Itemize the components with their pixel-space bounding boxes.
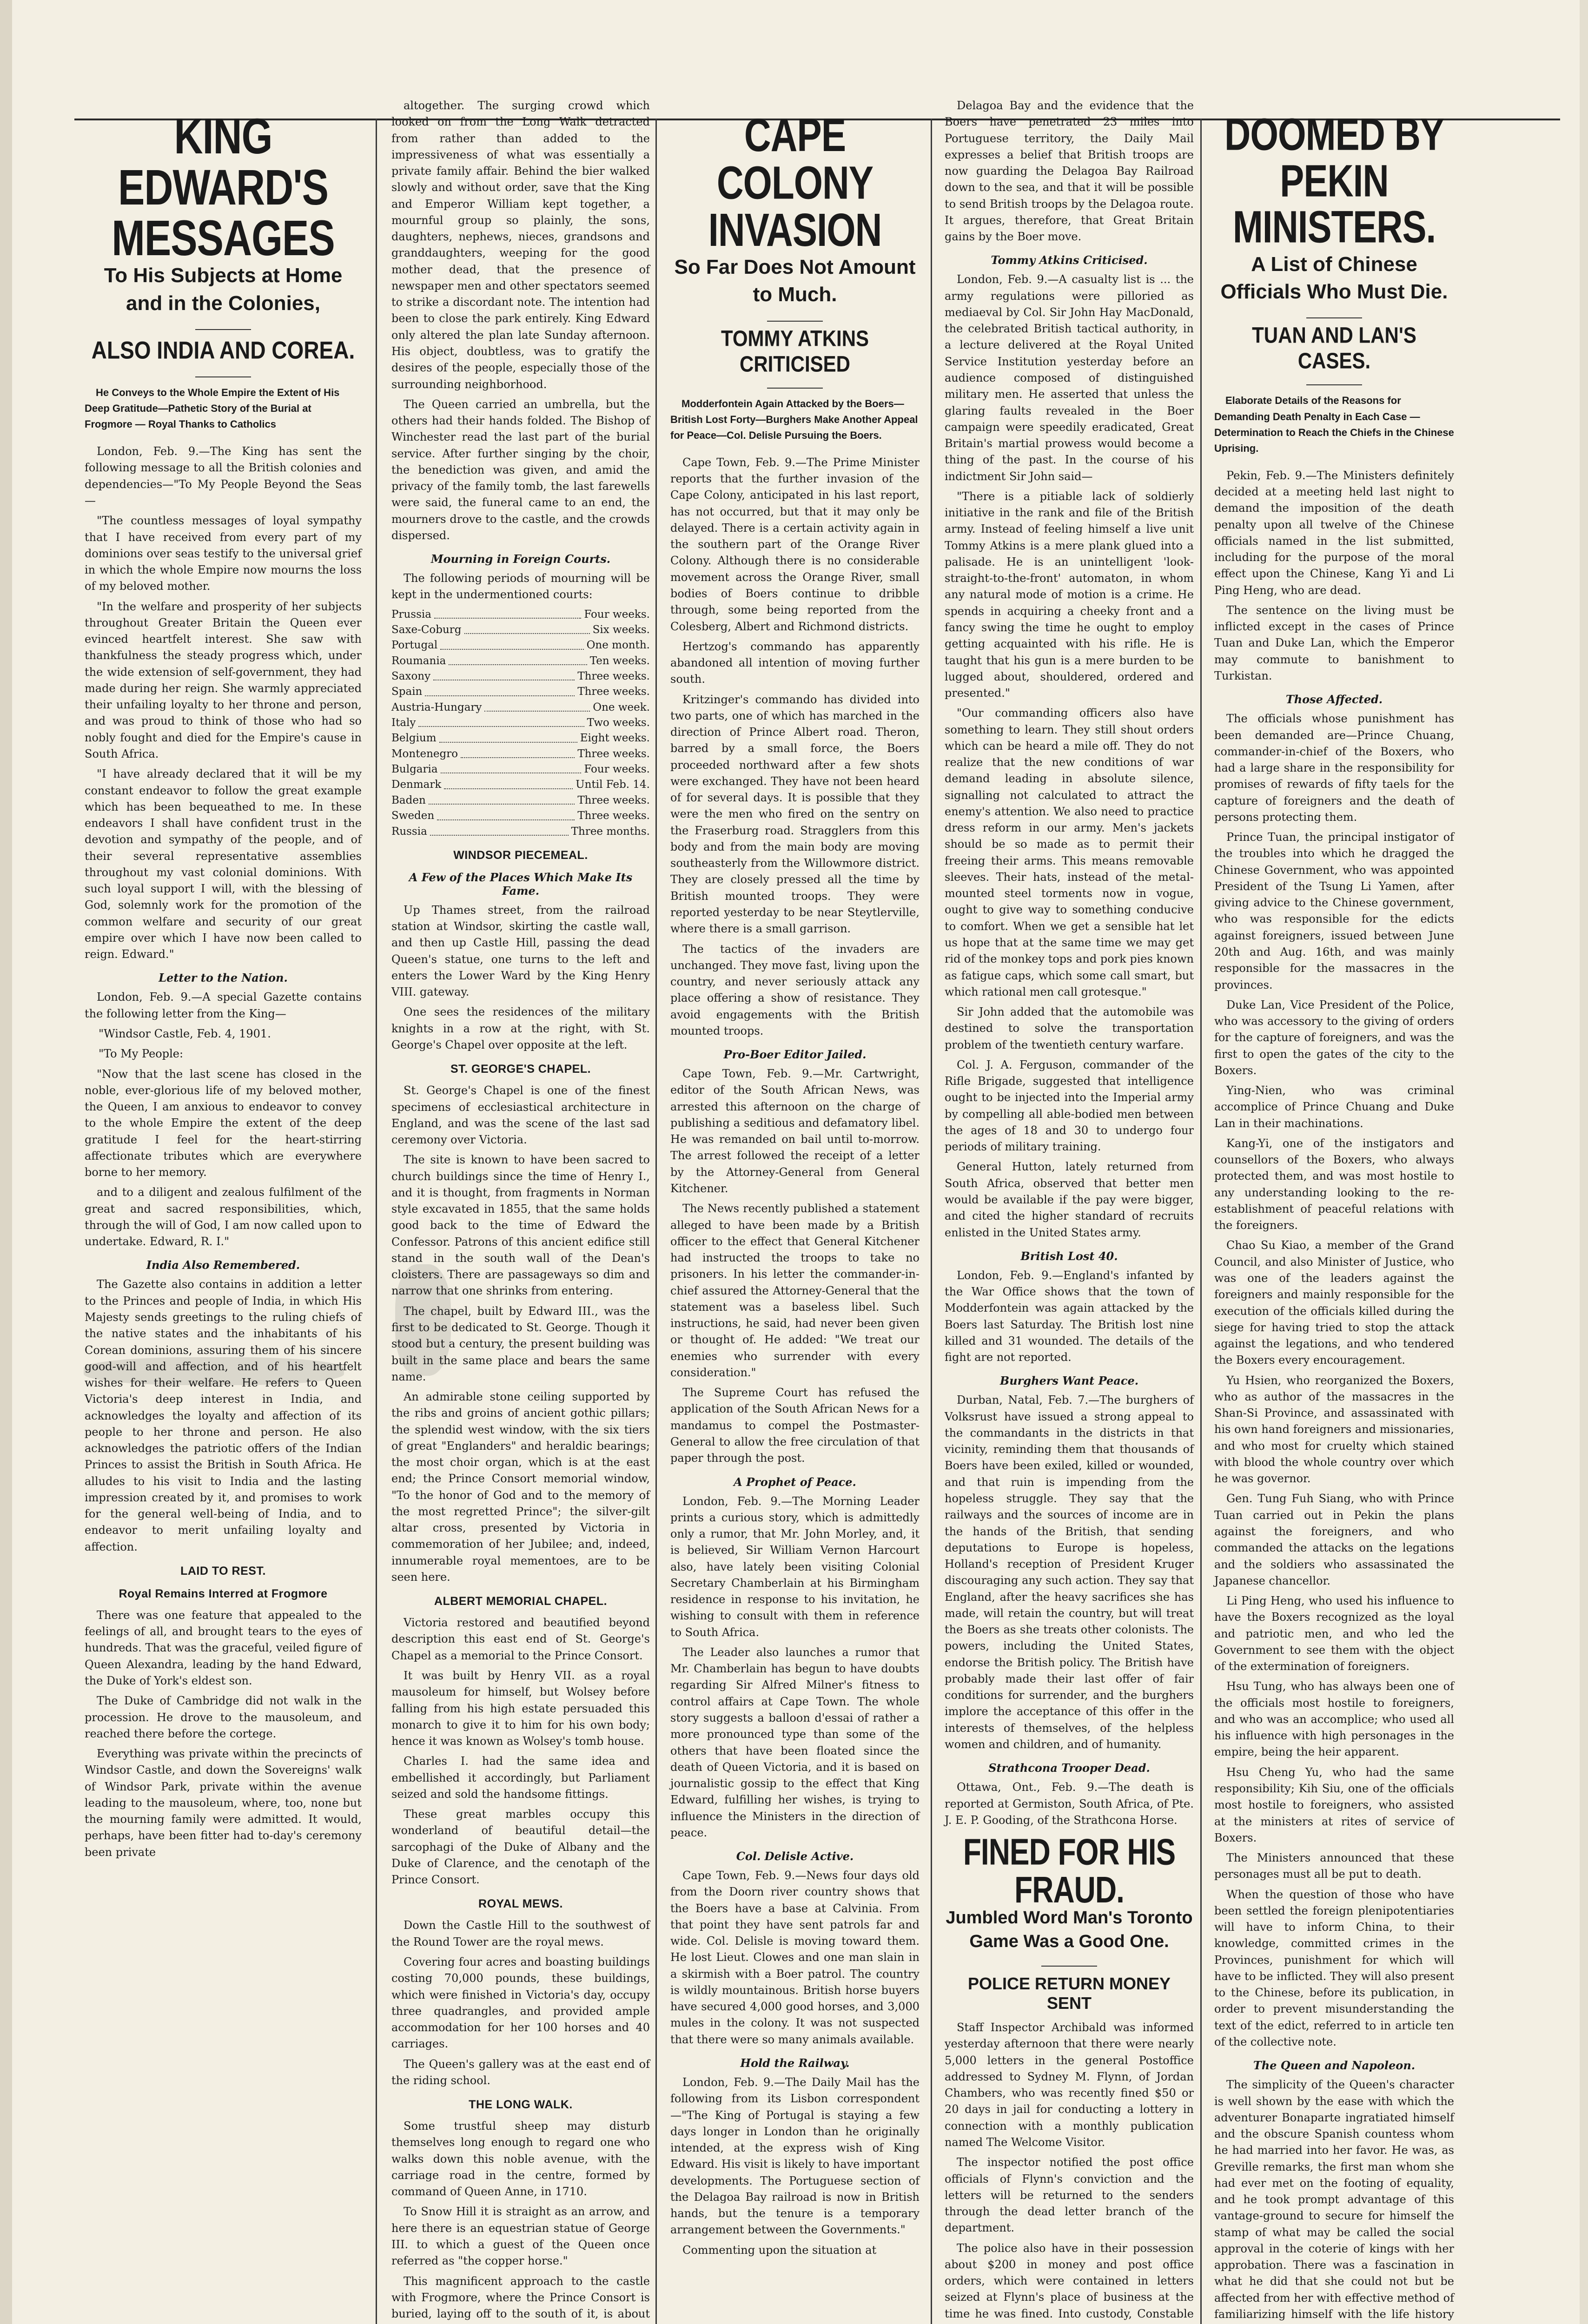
mourning-row: Russia Three months. [391, 824, 650, 839]
paragraph: Hertzog's commando has apparently abandoned all intention of moving further south. [670, 640, 920, 686]
paragraph: It was built by Henry VII. as a royal mausoleum for himself, but Wolsey before falling from his high estate persuaded this monarch to give it to him for his own body; hence it was known as Wolsey's tomb house. [391, 1669, 650, 1748]
subhead: Those Affected. [1285, 693, 1383, 706]
subhead: British Lost 40. [1020, 1249, 1118, 1263]
paragraph: Cape Town, Feb. 9.—The Prime Minister reports that the further invasion of the Cape Colony, anticipated in his last report, has not occurred, but that it may only be delayed. There is a certain activity again in the southern part of the Orange River Colony. Although there is no considerable movement across the Orange River, small bodies of Boers continue to dribble through, some being reported from the Colesberg, Albert and Richmond districts. [670, 456, 920, 633]
paragraph: Covering four acres and boasting buildings costing 70,000 pounds, these buildings, which were finished in Victoria's day, occupy three quadrangles, and provided ample accommodation for her 100 horses and 40 carriages. [391, 1955, 650, 2051]
paragraph: altogether. The surging crowd which looked on from the Long Walk detracted from rather than added to the impressiveness of what was essentially a private family affair. Behind the bier walked slowly and without order, save that the King and Emperor William kept together, a mournful group so plainly, the sons, daughters, nephews, nieces, grandsons and granddaughters, weeping for the good mother dead, that the presence of newspaper men and other spectators seemed to strike a discordant note. The intention had been to close the park entirely. King Edward only altered the plan late Sunday afternoon. His object, doubtless, was to gratify the desires of the people, especially those of the surrounding neighborhood. [391, 99, 650, 391]
subhead: Strathcona Trooper Dead. [988, 1761, 1150, 1775]
divider [1041, 1966, 1097, 1967]
paragraph: London, Feb. 9.—England's infanted by the War Office shows that the town of Modderfontein was again attacked by the Boers last Saturday. The British lost nine killed and 31 wounded. The details of the fight are not reported. [945, 1268, 1194, 1364]
paragraph: The Gazette also contains in addition a letter to the Princes and people of India, in which His Majesty sends greetings to the ruling chiefs of the native states and the inhabitants of his Corean dominions, assuring them of his sincere good-will and affection, and of his heartfelt wishes for their welfare. He refers to Queen Victoria's deep interest in India, and acknowledges the loyalty and affection of its people to her throne and person. He also acknowledges the patriotic offers of the Indian Princes to assist the British in South Africa. He alludes to his visit to India and the lasting impression created by it, and promises to work for the general well-being of India, and to endeavor to merit unfailing loyalty and affection. [85, 1278, 362, 1553]
column-king-edward [74, 98, 372, 2324]
column-cape-colony [660, 98, 930, 2324]
mourning-row: Belgium Eight weeks. [391, 731, 650, 746]
mourning-row: Portugal One month. [391, 638, 650, 653]
paragraph: Charles I. had the same idea and embellished it accordingly, but Parliament seized and sold the handsome fittings. [391, 1755, 650, 1801]
paragraph: The site is known to have been sacred to church buildings since the time of Henry I., and it is thought, from fragments in Norman style excavated in 1855, that the same holds good back to the time of Edward the Confessor. Patrons of this ancient edifice still stand in the south wall of the Dean's cloisters. There are passageways so dim and narrow that one shrinks from entering. [391, 1153, 650, 1298]
subhead: ALBERT MEMORIAL CHAPEL. [434, 1595, 608, 1608]
subhead: A Prophet of Peace. [734, 1475, 856, 1489]
paragraph: General Hutton, lately returned from South Africa, observed that better men would be available if the pay were bigger, and cited the higher standard of recruits enlisted in the United States army. [945, 1160, 1194, 1239]
subhead: Tommy Atkins Criticised. [991, 253, 1148, 267]
subhead: ST. GEORGE'S CHAPEL. [450, 1063, 591, 1076]
article-summary: Elaborate Details of the Reasons for Demanding Death Penalty in Each Case — Determination to Reach the Chiefs in the Chinese Uprising. [1214, 395, 1454, 454]
paragraph: Down the Castle Hill to the southwest of the Round Tower are the royal mews. [391, 1919, 650, 1948]
deck-subjects: To His Subjects at Home and in the Colonies, [104, 264, 343, 315]
headline-doomed: DOOMED BY PEKIN MINISTERS. [1224, 108, 1444, 252]
paragraph: "Our commanding officers also have something to learn. They still shout orders which can be heard a mile off. They do not realize that the new conditions of war demand leading in absolute silence, signalling not calculated to attract the enemy's attention. We also need to practice dress reform in our army. Men's jackets should be so made as to permit their freeing their arms. This means removable sleeves. Their hats, instead of the metal-mounted steel torments now in vogue, ought to give way to something conducive to comfort. When we get a sensible hat let us hope that at the same time we may get rid of the monkey tops and pork pies known as fatigue caps, which some call smart, but which rational men call grotesque." [945, 706, 1194, 998]
paragraph: Ottawa, Ont., Feb. 9.—The death is reported at Germiston, South Africa, of Pte. J. E. P. Gooding, of the Strathcona Horse. [945, 1781, 1194, 1827]
mourning-row: Austria-Hungary One week. [391, 700, 650, 715]
paragraph: The tactics of the invaders are unchanged. They move fast, living upon the country, and never seriously attack any place offering a show of resistance. They avoid engagements with the British mounted troops. [670, 942, 920, 1037]
deck-police-return: POLICE RETURN MONEY SENT [967, 1974, 1171, 2013]
paragraph: Gen. Tung Fuh Siang, who with Prince Tuan carried out in Pekin the plans against the foreigners, and who commanded the attacks on the legations and the soldiers who assassinated the Japanese chancellor. [1214, 1492, 1454, 1587]
column-delagoa [934, 98, 1204, 2324]
article-summary: He Conveys to the Whole Empire the Extent of His Deep Gratitude—Pathetic Story of the Burial at Frogmore — Royal Thanks to Catholics [85, 386, 340, 430]
paragraph: Li Ping Heng, who used his influence to have the Boxers recognized as the loyal and patriotic men, and who led the Government to see them with the object of the extermination of foreigners. [1214, 1594, 1454, 1673]
column-rule [376, 119, 377, 2324]
subhead: Hold the Railway. [740, 2056, 850, 2070]
paragraph: "The countless messages of loyal sympathy that I have received from every part of my dominions over seas testify to the universal grief in which the whole Empire now mourns the loss of my beloved mother. [85, 514, 362, 593]
paragraph: Chao Su Kiao, a member of the Grand Council, and also Minister of Justice, who was one of the leaders against the foreigners and mainly responsible for the execution of the officials killed during the siege for having tried to stop the attack against the legations, and who tendered the Boxers every encouragement. [1214, 1239, 1454, 1367]
headline-fined: FINED FOR HIS FRAUD. [963, 1831, 1176, 1911]
paragraph: The officials whose punishment has been demanded are—Prince Chuang, commander-in-chief of the Boxers, who had a large share in the responsibility for promises of rewards of fifty taels for the capture of foreigners and the death of persons protecting them. [1214, 712, 1454, 824]
mourning-row: Sweden Three weeks. [391, 808, 650, 824]
paragraph: and to a diligent and zealous fulfilment of the great and sacred responsibilities, which, through the will of God, I am now called upon to undertake. Edward, R. I." [85, 1186, 362, 1248]
subhead: ROYAL MEWS. [478, 1897, 563, 1911]
paragraph: When the question of those who have been settled the foreign plenipotentiaries will have to inform China, to their knowledge, committed crimes in the Provinces, punishment for which will have to be inflicted. They will also present to the Chinese, before its publication, in order to prevent misunderstanding the text of the edict, referred to in article ten of the collective note. [1214, 1888, 1454, 2048]
paragraph: To Snow Hill it is straight as an arrow, and here there is an equestrian statue of George III. to which a guest of the Queen once referred as "the copper horse." [391, 2205, 650, 2268]
mourning-row: Roumania Ten weeks. [391, 654, 650, 669]
paragraph: "I have already declared that it will be my constant endeavor to follow the great example which has been bequeathed to me. In these endeavors I shall have confident trust in the devotion and sympathy of the people, and of their several representative assemblies throughout my vast colonial dominions. With such loyal support I will, with the blessing of God, solemnly work for the promotion of the common welfare and security of our great empire over which I have now been called to reign. Edward." [85, 767, 362, 961]
paragraph: London, Feb. 9.—The Daily Mail has the following from its Lisbon correspondent—"The King of Portugal is staying a few days longer in London than he originally intended, at the express wish of King Edward. His visit is likely to have important developments. The Portuguese section of the Delagoa Bay railroad is now in British hands, but the tenure is a temporary arrangement between the Governments." [670, 2076, 920, 2237]
paragraph: One sees the residences of the military knights in a row at the right, with St. George's Chapel over opposite at the left. [391, 1005, 650, 1051]
deck-tommy-atkins: TOMMY ATKINS CRITICISED [721, 325, 869, 376]
paragraph: Sir John added that the automobile was destined to solve the transportation problem of the twentieth century warfare. [945, 1005, 1194, 1051]
paragraph: Durban, Natal, Feb. 7.—The burghers of Volksrust have issued a strong appeal to the commandants in the districts in that vicinity, reminding them that thousands of Boers have been exiled, killed or wounded, and that ruin is impending from the hopeless struggle. They say that the railways and the sources of income are in the hands of the British, that sending deputations to Europe is hopeless, Holland's reception of President Kruger discouraging any such action. They say that England, after the heavy sacrifices she has made, will retain the country, but will treat the Boers as she treats other colonists. The powers, including the United States, endorse the British policy. The British have probably made their last offer of fair conditions for surrender, and the burghers implore the acceptance of this offer in the interests of themselves, of the helpless women and children, and of humanity. [945, 1393, 1194, 1751]
article-summary: Modderfontein Again Attacked by the Boers—British Lost Forty—Burghers Make Another Appeal for Peace—Col. Delisle Pursuing the Boers. [670, 397, 918, 441]
paragraph: London, Feb. 9.—The Morning Leader prints a curious story, which is admittedly only a rumor, that Mr. John Morley, and, it is believed, Sir William Vernon Harcourt also, have lately been visiting Colonial Secretary Chamberlain at his Birmingham residence in response to his invitation, he wishing to consult with them in reference to South Africa. [670, 1494, 920, 1639]
paragraph: Everything was private within the precincts of Windsor Castle, and down the Sovereigns' walk of Windsor Park, private within the avenue leading to the mausoleum, where, too, none but the mourning family were admitted. It would, perhaps, have been fitter had to-day's ceremony been private [85, 1747, 362, 1859]
letter-dateline: "Windsor Castle, Feb. 4, 1901. [99, 1027, 271, 1040]
subhead: India Also Remembered. [146, 1258, 300, 1272]
mourning-row: Bulgaria Four weeks. [391, 762, 650, 777]
paragraph: Pekin, Feb. 9.—The Ministers definitely decided at a meeting held last night to demand the imposition of the death penalty upon all twelve of the Chinese officials named in the list submitted, including for the purpose of the moral effect upon the Chinese, Kang Yi and Li Ping Heng, who are dead. [1214, 469, 1454, 597]
mourning-row: Saxony Three weeks. [391, 669, 650, 684]
mourning-row: Denmark Until Feb. 14. [391, 777, 650, 792]
subhead: Letter to the Nation. [159, 971, 288, 985]
divider [195, 329, 251, 330]
mourning-row: Prussia Four weeks. [391, 607, 650, 622]
subhead: WINDSOR PIECEMEAL. [453, 848, 588, 862]
divider [195, 376, 251, 377]
mourning-table [391, 607, 650, 839]
subhead: The Queen and Napoleon. [1253, 2059, 1416, 2073]
deck-tuan-lan: TUAN AND LAN'S CASES. [1252, 323, 1416, 374]
paragraph: The Ministers announced that these personages must all be put to death. [1214, 1851, 1454, 1881]
paragraph: Yu Hsien, who reorganized the Boxers, who as author of the massacres in the Shan-Si Province, and assassinated with his own hand foreigners and missionaries, and who most for cruelty which stained with blood the whole country over which he was governor. [1214, 1373, 1454, 1486]
paragraph: The police also have in their possession about $200 in money and post office orders, which were contained in letters seized at Flynn's place of business at the time he was fined. Into custody, Constable [945, 2241, 1194, 2320]
mourning-row: Saxe-Coburg Six weeks. [391, 622, 650, 638]
deck-so-far: So Far Does Not Amount to Much. [674, 255, 916, 306]
divider [767, 321, 823, 322]
paragraph: The Queen carried an umbrella, but the others had their hands folded. The Bishop of Winchester read the last part of the burial service. After further singing by the choir, the benediction was given, and amid the privacy of the family tomb, the last farewells were said, the funeral came to an end, the mourners drove to the castle, and the crowds dispersed. [391, 397, 650, 542]
paragraph: These great marbles occupy this wonderland of beautiful detail—the sarcophagi of the Duke of Albany and the Duke of Clarence, and the cenotaph of the Prince Consort. [391, 1808, 650, 1887]
paragraph: The simplicity of the Queen's character is well shown by the ease with which the adventurer Bonaparte ingratiated himself and the obscure Spanish countess whom he had married into her favor. He was, as Greville remarks, the first man whom she had ever met on the footing of equality, and he took prompt advantage of this vantage-ground to secure for himself the stamp of what may be called the social approval in the coterie of kings with her approbation. There was a fascination in what he did that she could not but be affected from her with effective method of familiarizing himself with the life history [1214, 2078, 1454, 2321]
mourning-row: Baden Three weeks. [391, 793, 650, 808]
paragraph: The News recently published a statement alleged to have been made by a British officer to the effect that General Kitchener had instructed the troops to take no prisoners. In his letter the commander-in-chief assured the Attorney-General that the statement was a baseless libel. Such instructions, he said, had never been given or thought of. He added: "We treat our enemies who surrender with every consideration." [670, 1202, 920, 1379]
paragraph: St. George's Chapel is one of the finest specimens of ecclesiastical architecture in England, and was the scene of the last sad ceremony over Victoria. [391, 1084, 650, 1147]
paragraph: The chapel, built by Edward III., was the first to be dedicated to St. George. Though it stood but a century, the present building was built in the same place and bears the same name. [391, 1304, 650, 1383]
paragraph: Hsu Cheng Yu, who had the same responsibility; Kih Siu, one of the officials most hostile to foreigners, who assisted at the ministers at rites of service of Boxers. [1214, 1765, 1454, 1844]
paragraph: The Supreme Court has refused the application of the South African News for a mandamus to compel the Postmaster-General to allow the free circulation of that paper through the post. [670, 1386, 920, 1465]
column-windsor [381, 98, 660, 2324]
divider [1306, 317, 1362, 318]
paragraph: London, Feb. 9.—The King has sent the following message to all the British colonies and dependencies—"To My People Beyond the Seas— [85, 445, 362, 508]
paragraph: Hsu Tung, who has always been one of the officials most hostile to foreigners, and who was an accomplice; who used all his influence with high personages in the empire, being the heir apparent. [1214, 1680, 1454, 1759]
subhead: Royal Remains Interred at Frogmore [119, 1587, 328, 1600]
paragraph: London, Feb. 9.—A special Gazette contains the following letter from the King— [85, 990, 362, 1020]
paragraph: Kang-Yi, one of the instigators and counsellors of the Boxers, who always protected them, and was most hostile to any understanding looking to the re-establishment of peaceful relations with the foreigners. [1214, 1136, 1454, 1232]
paragraph: Delagoa Bay and the evidence that the Boers have penetrated 23 miles into Portuguese territory, the Daily Mail expresses a belief that British troops are now guarding the Delagoa Bay Railroad down to the sea, and that it will be possible to send British troops by the Delagoa route. It argues, therefore, that Great Britain gains by the Boer move. [945, 99, 1194, 244]
paragraph: Cape Town, Feb. 9.—Mr. Cartwright, editor of the South African News, was arrested this afternoon on the charge of publishing a seditious and defamatory libel. He was remanded on bail until to-morrow. The arrest followed the receipt of a letter by the Attorney-General from General Kitchener. [670, 1067, 920, 1195]
divider [767, 388, 823, 389]
column-rule [931, 119, 932, 2324]
deck-chinese-officials: A List of Chinese Officials Who Must Die. [1220, 252, 1448, 304]
paragraph: Ying-Nien, who was criminal accomplice of Prince Chuang and Duke Lan in their machinations. [1214, 1084, 1454, 1130]
headline-king-edward: KING EDWARD'S MESSAGES [112, 108, 335, 267]
subhead: LAID TO REST. [180, 1564, 266, 1578]
headline-cape-colony: CAPE COLONY INVASION [708, 109, 882, 256]
divider [1306, 384, 1362, 385]
paragraph: There was one feature that appealed to the feelings of all, and brought tears to the eyes of hundreds. That was the graceful, veiled figure of Queen Alexandra, leading by the hand Edward, the Duke of York's eldest son. [85, 1608, 362, 1688]
mourning-row: Montenegro Three weeks. [391, 746, 650, 762]
subhead: THE LONG WALK. [469, 2098, 573, 2112]
paragraph: Victoria restored and beautified beyond description this east end of St. George's Chapel as a memorial to the Prince Consort. [391, 1616, 650, 1662]
paragraph: Prince Tuan, the principal instigator of the troubles into which he dragged the Chinese Government, who was appointed President of the Tsung Li Yamen, after giving advice to the Chinese government, who was responsible for the edicts against foreigners, issued between June 20th and Aug. 16th, and was mainly responsible for the massacres in the provinces. [1214, 831, 1454, 991]
paragraph: Kritzinger's commando has divided into two parts, one of which has marched in the direction of Prince Albert road. Theron, barred by a small force, the Boers proceeded northward after a few shots were exchanged. They have not been heard of for several days. It is possible that they were the men who fired on the sentry on the Fraserburg road. Stragglers from this body and from the main body are moving southeasterly from the Willowmore district. They are closely pressed all the time by British mounted troops. They were reported yesterday to be near Steytlerville, where there is a small garrison. [670, 693, 920, 936]
subhead: Col. Delisle Active. [736, 1849, 854, 1863]
paragraph: "In the welfare and prosperity of her subjects throughout Greater Britain the Queen ever evinced heartfelt interest. She saw with thankfulness the steady progress which, under the wide extension of self-government, they had made during her reign. She warmly appreciated their unfailing loyalty to her throne and person, and was proud to think of those who had so nobly fought and died for the Empire's cause in South Africa. [85, 600, 362, 760]
paragraph: Up Thames street, from the railroad station at Windsor, skirting the castle wall, and then up Castle Hill, passing the dead Queen's statue, one turns to the left and enters the Lower Ward by the King Henry VIII. gateway. [391, 903, 650, 999]
paragraph: London, Feb. 9.—A casualty list is ... the army regulations were pilloried as mediaeval by Col. Sir John Hay MacDonald, the celebrated British tactical authority, in a lecture delivered at the Royal United Service Institution yesterday before an audience composed of distinguished military men. He asserted that unless the glaring faults revealed in the Boer campaign were speedily eradicated, Great Britain's martial prowess would become a thing of the past. In the course of his indictment Sir John said— [945, 273, 1194, 483]
paragraph: The Queen's gallery was at the east end of the riding school. [391, 2057, 650, 2087]
letter-salutation: "To My People: [99, 1047, 184, 1061]
deck-india-corea: ALSO INDIA AND COREA. [91, 336, 355, 364]
paragraph: The sentence on the living must be inflicted except in the cases of Prince Tuan and Duke Lan, which the Emperor may commute to banishment to Turkistan. [1214, 603, 1454, 682]
paragraph: The Leader also launches a rumor that Mr. Chamberlain has begun to have doubts regarding Sir Alfred Milner's fitness to control affairs at Cape Town. The whole story suggests a balloon d'essai of rather a more pronounced type than some of the others that have been floated since the death of Queen Victoria, and it is based on journalistic gossip to the effect that King Edward, fulfilling her wishes, is trying to influence the Ministers in the direction of peace. [670, 1645, 920, 1839]
mourning-row: Spain Three weeks. [391, 684, 650, 700]
paragraph: The Duke of Cambridge did not walk in the procession. He drove to the mausoleum, and reached there before the cortege. [85, 1694, 362, 1740]
paragraph: The following periods of mourning will be kept in the undermentioned courts: [391, 572, 650, 601]
mourning-row: Italy Two weeks. [391, 715, 650, 731]
paragraph: This magnificent approach to the castle with Frogmore, where the Prince Consort is buried, laying off to the south of it, is about [391, 2274, 650, 2321]
subhead: Mourning in Foreign Courts. [430, 552, 611, 566]
subhead: A Few of the Places Which Make Its Fame. [409, 870, 633, 898]
subhead: Burghers Want Peace. [999, 1374, 1139, 1388]
paragraph: An admirable stone ceiling supported by the ribs and groins of ancient gothic pillars; the splendid west window, with the six tiers of great "Englanders" and heraldic bearings; the most choir organ, which is at the east end; the Prince Consort memorial window, "To the honor of God and to the memory of the most regretted Prince"; the silver-gilt altar cross, presented by Victoria in commemoration of her Jubilee; and, indeed, innumerable royal mementoes, are to be seen here. [391, 1390, 650, 1584]
paragraph: Col. J. A. Ferguson, commander of the Rifle Brigade, suggested that intelligence ought to be injected into the Imperial army by compelling all able-bodied men between the ages of 18 and 30 to undergo four periods of military training. [945, 1058, 1194, 1154]
paragraph: The inspector notified the post office officials of Flynn's conviction and the letters will be returned to the senders through the dead letter branch of the department. [945, 2156, 1194, 2235]
paragraph: "Now that the last scene has closed in the noble, ever-glorious life of my beloved mother, the Queen, I am anxious to endeavor to convey to the whole Empire the extent of the deep gratitude I feel for the heart-stirring affectionate tributes which are everywhere borne to her memory. [85, 1067, 362, 1179]
subhead: Pro-Boer Editor Jailed. [723, 1048, 867, 1062]
paragraph: "There is a pitiable lack of soldierly initiative in the rank and file of the British army. Instead of feeling himself a live unit Tommy Atkins is a mere plank glued into a palisade. He is an unintelligent 'look-straight-to-the-front' automaton, in whom any natural mode of motion is a crime. He spends in acquiring a cheeky front and a fancy swing the time he ought to employ getting acquainted with his rifle. He is taught that his gun is a mere burden to be lugged about, shouldered, ordered and presented." [945, 489, 1194, 700]
column-pekin [1204, 98, 1464, 2324]
paragraph: Some trustful sheep may disturb themselves long enough to regard one who walks down this noble avenue, with the carriage road in the centre, formed by command of Queen Anne, in 1710. [391, 2119, 650, 2199]
paragraph: Staff Inspector Archibald was informed yesterday afternoon that there were nearly 5,000 letters in the general Postoffice addressed to Sydney M. Flynn, of Jordan Chambers, who was recently fined $50 or 20 days in jail for conducting a lottery in connection with a monthly publication named The Welcome Visitor. [945, 2021, 1194, 2149]
paragraph: Commenting upon the situation at [682, 2243, 877, 2257]
paragraph: Cape Town, Feb. 9.—News four days old from the Doorn river country shows that the Boers have a base at Calvinia. From that point they have sent patrols far and wide. Col. Delisle is moving toward them. He lost Lieut. Clowes and one man slain in a skirmish with a Boer patrol. The country is wildly mountainous. British horse buyers have secured 4,000 good horses, and 3,000 mules in the colony. It was not suspected that there were so many animals available. [670, 1869, 920, 2046]
paragraph: Duke Lan, Vice President of the Police, who was accessory to the giving of orders for the capture of foreigners, and was the first to open the gates of the city to the Boxers. [1214, 998, 1454, 1077]
deck-jumbled-word: Jumbled Word Man's Toronto Game Was a Good One. [946, 1908, 1193, 1951]
